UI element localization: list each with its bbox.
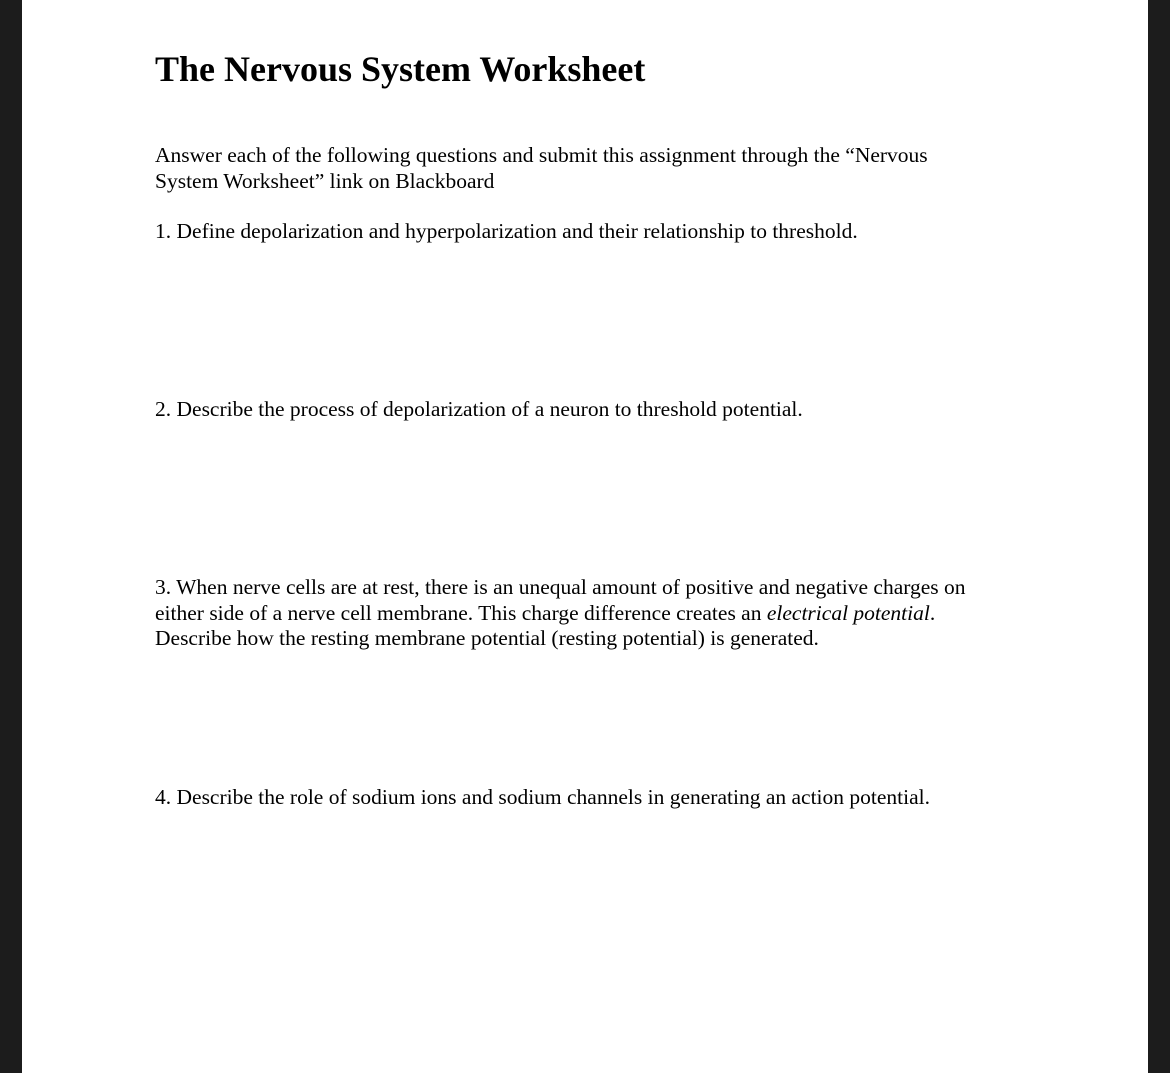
question-3-line-1: 3. When nerve cells are at rest, there is an unequal amount of positive and negative charges on xyxy=(155,575,966,599)
question-3-line-2 xyxy=(155,601,1015,627)
question-1-text: 1. Define depolarization and hyperpolarization and their relationship to threshold. xyxy=(155,219,858,243)
question-3-line-3: Describe how the resting membrane potential (resting potential) is generated. xyxy=(155,626,819,650)
question-3-line-2-text: either side of a nerve cell membrane. This charge difference creates an xyxy=(155,600,767,625)
instructions-line-2: System Worksheet” link on Blackboard xyxy=(155,168,495,193)
instructions-line-1: Answer each of the following questions and submit this assignment through the “Nervous xyxy=(155,143,928,167)
question-3-line-2-end: . xyxy=(929,600,936,625)
worksheet-title: The Nervous System Worksheet xyxy=(155,49,646,89)
instructions-paragraph xyxy=(155,143,1015,194)
question-4 xyxy=(155,785,1015,811)
question-1 xyxy=(155,219,1015,245)
question-3 xyxy=(155,575,1015,652)
document-page xyxy=(22,0,1148,1073)
question-4-text: 4. Describe the role of sodium ions and sodium channels in generating an action potential. xyxy=(155,785,930,809)
question-3-emphasis: electrical potential xyxy=(766,600,930,625)
question-2 xyxy=(155,397,1015,423)
question-2-text: 2. Describe the process of depolarization of a neuron to threshold potential. xyxy=(155,397,803,421)
